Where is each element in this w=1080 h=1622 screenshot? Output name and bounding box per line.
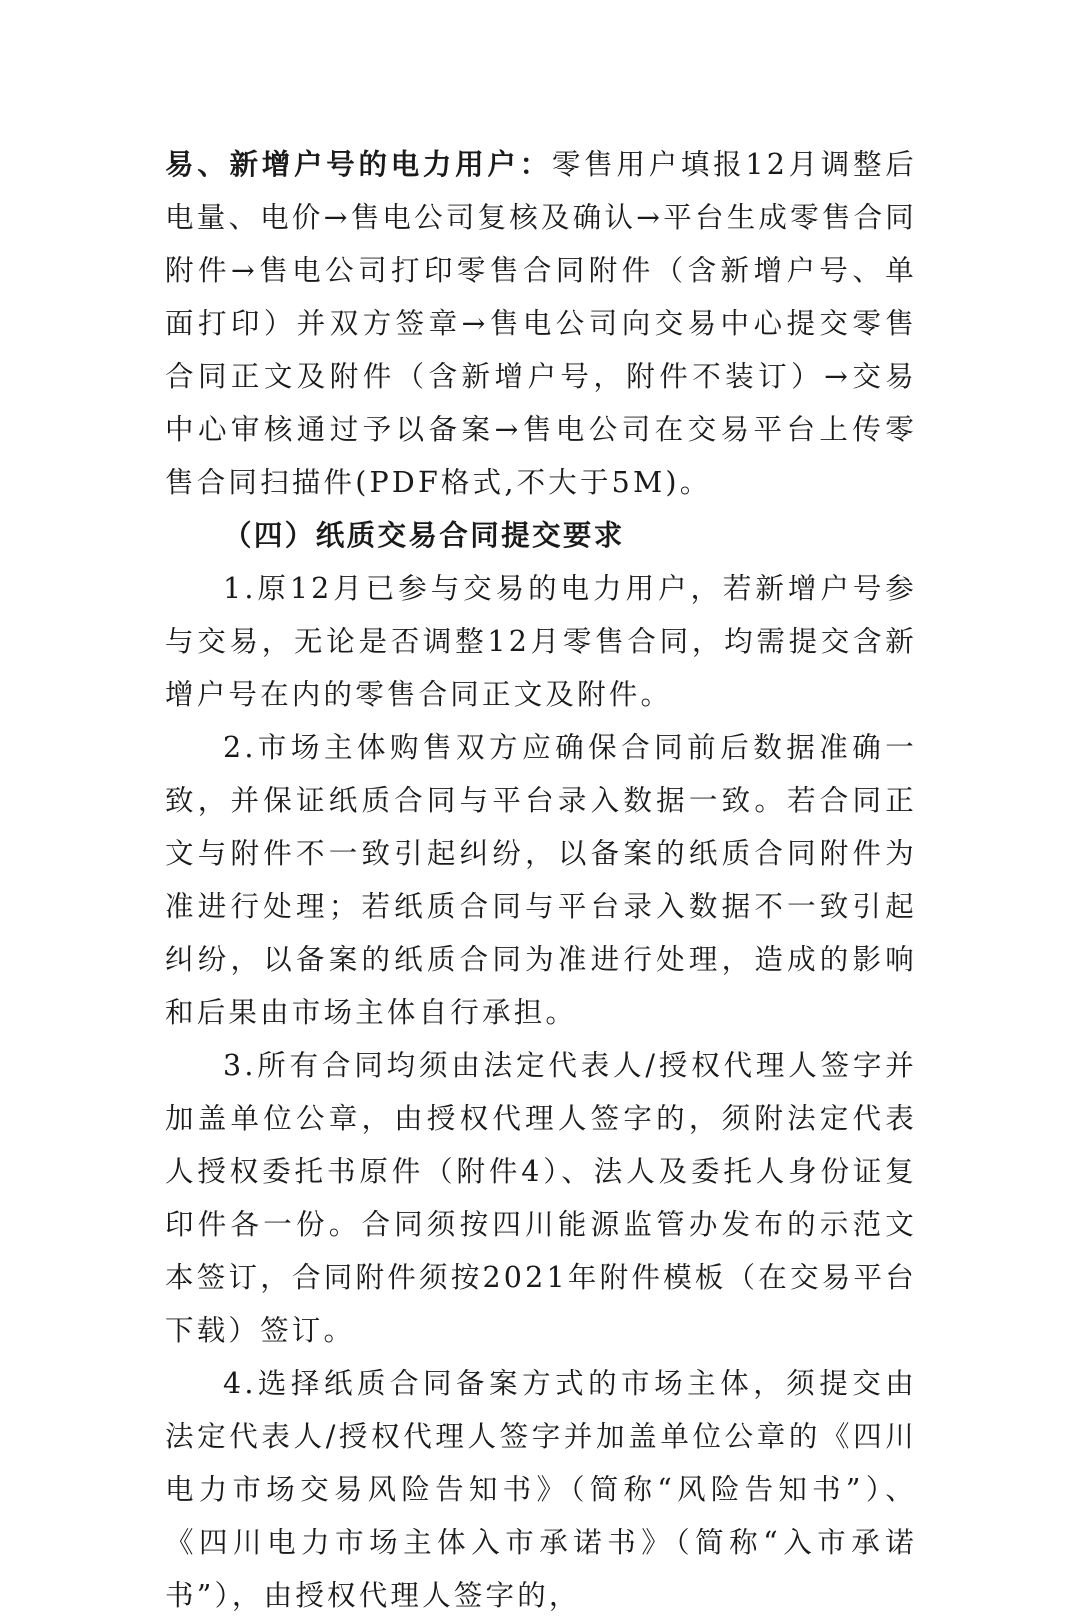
paragraph-continued	[165, 138, 917, 509]
requirement-item-4: 4.选择纸质合同备案方式的市场主体，须提交由法定代表人/授权代理人签字并加盖单位公章的《四川电力市场交易风险告知书》（简称“风险告知书”）、《四川电力市场主体入市承诺书》（简称“入市承诺书”），由授权代理人签字的，	[165, 1367, 917, 1612]
document-body	[165, 138, 917, 1622]
requirement-item-3: 3.所有合同均须由法定代表人/授权代理人签字并加盖单位公章，由授权代理人签字的，须附法定代表人授权委托书原件（附件4）、法人及委托人身份证复印件各一份。合同须按四川能源监管办发布的示范文本签订，合同附件须按2021年附件模板（在交易平台下载）签订。	[165, 1049, 917, 1347]
requirement-item-2: 2.市场主体购售双方应确保合同前后数据准确一致，并保证纸质合同与平台录入数据一致。若合同正文与附件不一致引起纠纷，以备案的纸质合同附件为准进行处理；若纸质合同与平台录入数据不一致引起纠纷，以备案的纸质合同为准进行处理，造成的影响和后果由市场主体自行承担。	[165, 731, 917, 1029]
paragraph-body-text: 零售用户填报12月调整后电量、电价→售电公司复核及确认→平台生成零售合同附件→售电公司打印零售合同附件（含新增户号、单面打印）并双方签章→售电公司向交易中心提交零售合同正文及附件（含新增户号，附件不装订）→交易中心审核通过予以备案→售电公司在交易平台上传零售合同扫描件(PDF格式,不大于5M)。	[165, 148, 917, 499]
requirement-item-1: 1.原12月已参与交易的电力用户，若新增户号参与交易，无论是否调整12月零售合同，均需提交含新增户号在内的零售合同正文及附件。	[165, 572, 917, 711]
paragraph-lead-bold: 易、新增户号的电力用户：	[165, 148, 552, 181]
section-heading: （四）纸质交易合同提交要求	[223, 519, 625, 552]
